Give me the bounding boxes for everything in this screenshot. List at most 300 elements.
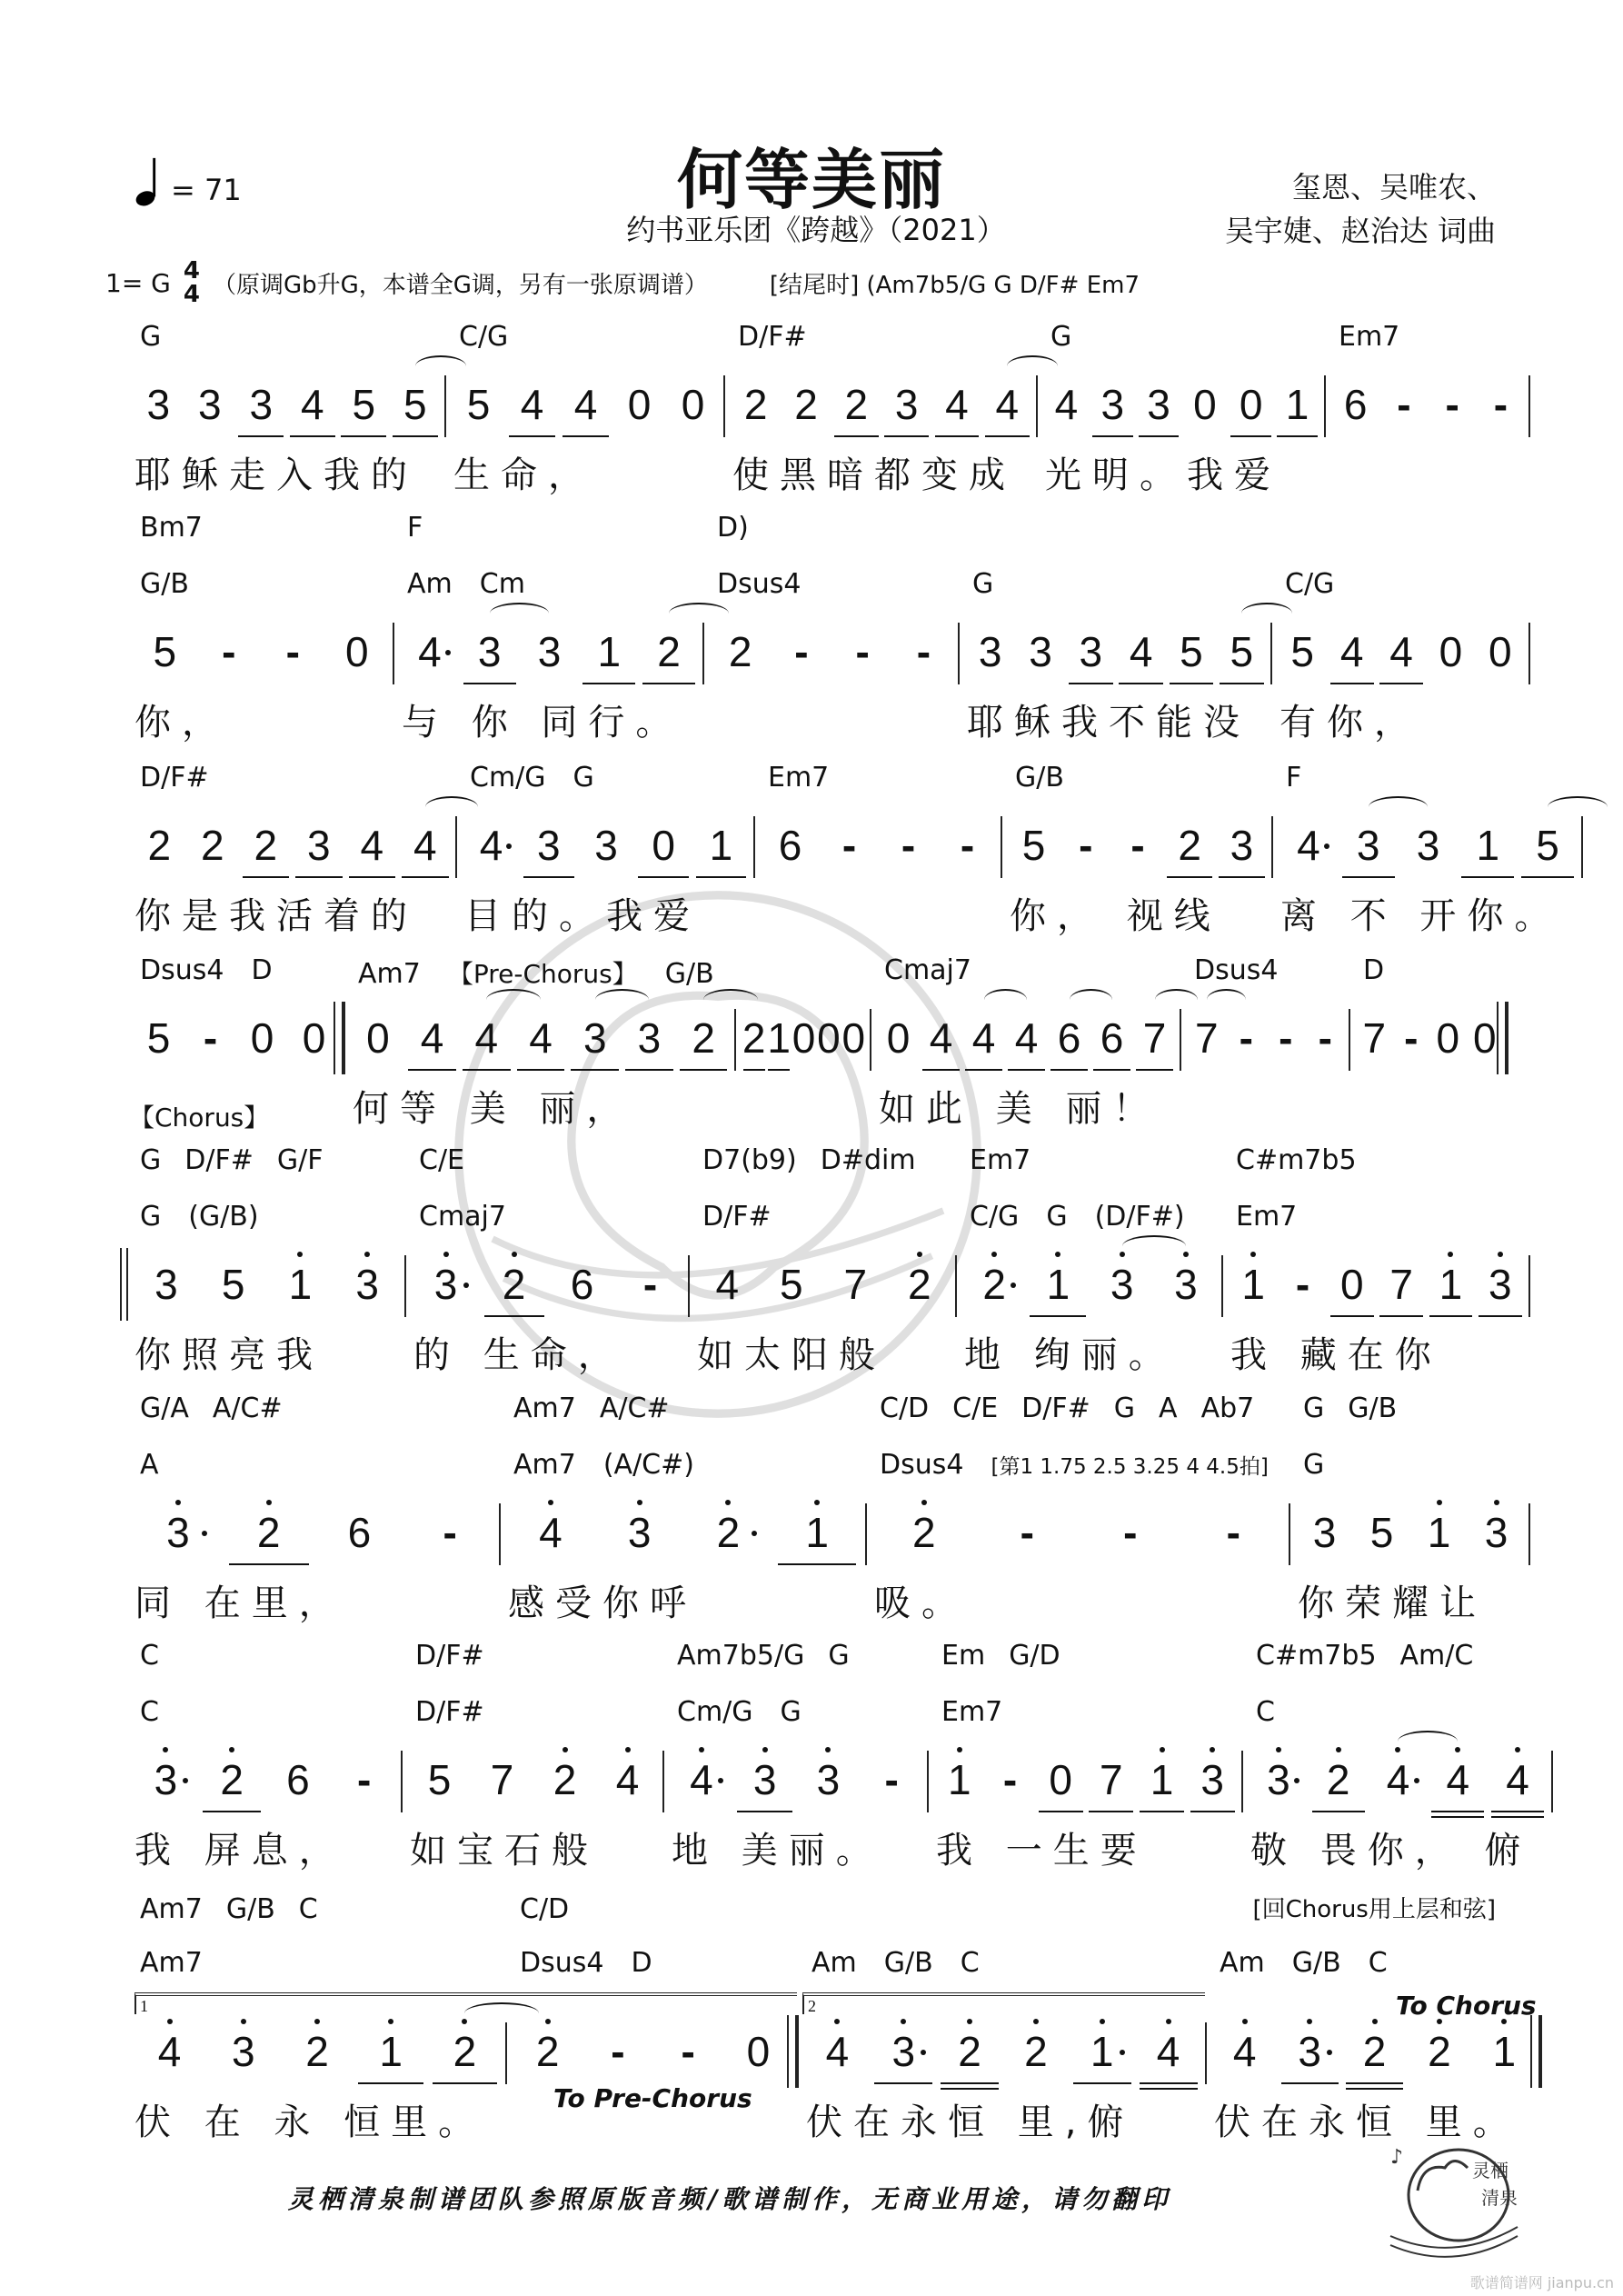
note-digit: 3 (1029, 628, 1052, 675)
lyric-text: 伏在永恒 里,俯 (806, 2101, 1135, 2143)
chord-row (1223, 1201, 1530, 1241)
note (1135, 2024, 1201, 2079)
note (1296, 1505, 1353, 1560)
note-digit: 4 (825, 2028, 850, 2075)
note (1015, 624, 1065, 679)
note-digit: 5 (1369, 1509, 1394, 1556)
double-barline (1530, 2015, 1542, 2088)
notes-row (1181, 1000, 1350, 1076)
chord-symbol: C (140, 1640, 159, 1672)
notes-row (1243, 1742, 1553, 1818)
chord-symbol: Cmaj7 (884, 954, 971, 986)
chord-symbol: Cm/G (677, 1696, 753, 1728)
eighth-underline (1521, 876, 1574, 878)
note (684, 1505, 773, 1560)
note-digit: - (203, 1014, 218, 1062)
note-digit: 5 (466, 381, 491, 428)
chord-symbol: Am (407, 568, 453, 600)
notes-row (1207, 2013, 1542, 2090)
high-octave-dot (563, 1747, 568, 1752)
measure (690, 1139, 957, 1384)
staff-system (127, 1387, 1508, 1632)
note-digit: 2 (1362, 2028, 1387, 2075)
chord-symbol: D (1363, 954, 1385, 986)
barline (1528, 375, 1530, 437)
chord-row (507, 1947, 799, 1987)
notes-row (871, 1000, 1181, 1076)
eighth-underline (1030, 1315, 1086, 1317)
note-digit: 3 (166, 1509, 190, 1556)
sustain-dash (582, 2024, 652, 2079)
lyric-text (736, 1080, 871, 1131)
chord-symbol: G/B (1015, 762, 1064, 794)
high-octave-dot (1336, 1747, 1341, 1752)
upper-chord-row (403, 1640, 664, 1680)
eighth-underline (229, 1563, 309, 1565)
lyric-text: 地 绚丽。 (964, 1334, 1176, 1376)
note (351, 1011, 405, 1065)
note-digit: 0 (886, 1014, 911, 1062)
high-octave-dot (957, 1747, 962, 1752)
note-digit: 1 (1439, 1261, 1463, 1308)
chord-row (1181, 954, 1350, 994)
note-digit: 4 (1232, 2028, 1257, 2075)
note-digit: 3 (816, 1756, 841, 1803)
note (761, 818, 820, 873)
note (265, 1752, 332, 1807)
upper-chord-row (1038, 265, 1326, 304)
note-digit: - (1002, 1756, 1018, 1803)
high-octave-dot (175, 1500, 181, 1505)
upper-chord-row (1223, 1144, 1530, 1184)
note (1278, 624, 1327, 679)
note-digit: 4 (1389, 628, 1413, 675)
composer-line: 吴宇婕、赵治达 词曲 (1224, 214, 1496, 248)
chord-symbol: D/F# (140, 762, 209, 794)
upper-chord-row (501, 1393, 867, 1433)
sustain-dash (976, 1505, 1080, 1560)
note (1429, 1011, 1467, 1065)
chord-symbol: D/F# (738, 321, 807, 353)
note-digit: 0 (627, 381, 652, 428)
note-digit: 1 (597, 628, 622, 675)
sixteenth-underline (1140, 2088, 1198, 2090)
lyric-text (1326, 446, 1530, 497)
upper-chord-row (127, 265, 446, 308)
chord-symbol: D (251, 954, 273, 986)
upper-chord-row (507, 1893, 799, 1933)
lyric-text: 离 不 开你。 (1280, 895, 1562, 937)
note-digit: 2 (1178, 822, 1201, 869)
note-digit: 5 (221, 1261, 245, 1308)
note (133, 1011, 184, 1065)
sustain-dash (184, 1011, 236, 1065)
note-digit: 1 (1285, 381, 1309, 428)
high-octave-dot (266, 1500, 272, 1505)
chord-symbol: G/F (276, 1144, 324, 1176)
note (480, 1257, 548, 1312)
chord-symbol: (A/C#) (602, 1449, 694, 1481)
chord-row (755, 762, 1002, 802)
augmentation-dot (1324, 844, 1329, 849)
eighth-underline (1139, 435, 1180, 437)
chord-symbol: C (298, 1893, 318, 1925)
tie-arc (1207, 989, 1247, 1011)
note (1356, 1011, 1393, 1065)
high-octave-dot (762, 1747, 768, 1752)
measure (1350, 893, 1508, 1138)
note (133, 2024, 206, 2079)
note-digit: 0 (681, 381, 705, 428)
high-octave-dot (1160, 1747, 1165, 1752)
note-digit: 4 (418, 628, 442, 675)
eighth-underline (484, 1315, 544, 1317)
note-digit: 0 (1239, 381, 1263, 428)
eighth-underline (1219, 876, 1264, 878)
chord-row (960, 568, 1272, 608)
chord-row (664, 1696, 929, 1736)
eighth-underline (1119, 683, 1163, 684)
chord-symbol: G/B (140, 568, 189, 600)
chord-symbol: Dsus4 (140, 954, 224, 986)
sustain-dash (1477, 377, 1525, 432)
chord-row (127, 1449, 501, 1489)
chord-symbol: Am7b5/G (677, 1640, 805, 1672)
note-digit: - (884, 1756, 899, 1803)
note (463, 818, 520, 873)
notes-row (1038, 366, 1326, 443)
augmentation-dot (202, 1531, 207, 1536)
note (710, 624, 771, 679)
note (186, 818, 240, 873)
high-octave-dot (699, 1747, 704, 1752)
eighth-underline (1050, 1069, 1088, 1071)
notes-row (664, 1742, 929, 1818)
svg-text:清泉: 清泉 (1481, 2187, 1518, 2209)
note (513, 1011, 568, 1065)
upper-chord-row (755, 705, 1002, 745)
lyric-text: 耶稣我不能没 (967, 702, 1250, 744)
note (1476, 1257, 1525, 1312)
eighth-underline (295, 876, 343, 878)
note (548, 1257, 616, 1312)
note-digit: 3 (197, 381, 222, 428)
note-digit: 4 (1506, 1756, 1529, 1803)
note (1458, 818, 1518, 873)
chord-symbol: D/F# (415, 1696, 484, 1728)
eighth-underline (1277, 435, 1318, 437)
eighth-underline (1429, 1315, 1473, 1317)
note-digit: 3 (894, 381, 919, 428)
high-octave-dot (1242, 2019, 1248, 2024)
note-digit: 0 (817, 1014, 841, 1062)
sustain-dash (653, 2024, 723, 2079)
chord-symbol: Em7 (1236, 1201, 1298, 1233)
note (1277, 2024, 1341, 2079)
notes-row (704, 614, 960, 690)
return-chord-note: [回Chorus用上层和弦] (1252, 1896, 1496, 1923)
double-barline (334, 1002, 345, 1074)
note (559, 377, 612, 432)
note (133, 1505, 224, 1560)
note (1426, 1257, 1475, 1312)
chord-row (929, 1696, 1243, 1736)
note-digit: 1 (1150, 1756, 1174, 1803)
note (695, 1257, 760, 1312)
upper-chord-row (1350, 898, 1508, 938)
chord-row (127, 568, 394, 608)
barline (1528, 1255, 1530, 1317)
sustain-dash (860, 1752, 923, 1807)
note (1426, 624, 1475, 679)
note-digit: - (1404, 1014, 1419, 1062)
measure (127, 1387, 501, 1632)
chord-row (403, 1696, 664, 1736)
eighth-underline (1346, 2082, 1403, 2084)
upper-chord-row (127, 1393, 501, 1433)
note (872, 1505, 976, 1560)
note-digit: 3 (637, 1014, 662, 1062)
tie-arc (1122, 1235, 1186, 1257)
eighth-underline (243, 876, 290, 878)
notes-row (127, 1246, 406, 1323)
notes-row (690, 1246, 957, 1323)
measure (501, 1387, 867, 1632)
chord-symbol: G (972, 568, 994, 600)
augmentation-dot (506, 844, 512, 849)
chord-symbol: Am (1220, 1947, 1265, 1979)
chord-row (501, 1449, 867, 1489)
chord-symbol: C/D (520, 1893, 570, 1925)
high-octave-dot (548, 1500, 553, 1505)
note (742, 1011, 766, 1065)
chord-symbol: G (573, 762, 594, 794)
note (533, 1752, 596, 1807)
notes-row (501, 1494, 867, 1571)
note (239, 818, 293, 873)
eighth-underline (582, 683, 635, 684)
note-digit: 3 (154, 1261, 178, 1308)
chord-symbol: G (1050, 321, 1072, 353)
augmentation-dot (752, 1531, 757, 1536)
chord-symbol: Am (812, 1947, 857, 1979)
note (1518, 818, 1578, 873)
note (1342, 2024, 1407, 2079)
eighth-underline (433, 2082, 497, 2084)
start-double-barline (120, 1248, 128, 1321)
lyric-text: 你是我活着的 (134, 895, 418, 937)
chord-row (957, 1201, 1223, 1241)
note (1327, 624, 1376, 679)
high-octave-dot (1372, 2019, 1378, 2024)
upper-chord-row (127, 705, 457, 745)
staff-system (127, 1634, 1532, 1880)
note-digit: - (1239, 1014, 1253, 1062)
note-digit: 4 (1014, 1014, 1039, 1062)
note-digit: 2 (958, 2028, 981, 2075)
note (1002, 2024, 1069, 2079)
barline (1528, 1503, 1530, 1565)
augmentation-dot (921, 2050, 926, 2055)
sustain-dash (197, 624, 262, 679)
high-octave-dot (512, 1252, 517, 1257)
chord-row (1290, 1449, 1530, 1489)
sustain-dash (820, 818, 879, 873)
chord-row (127, 1696, 403, 1736)
measure (127, 259, 446, 504)
chord-symbol: G (140, 1144, 162, 1176)
note-digit: 1 (767, 1014, 791, 1062)
eighth-underline (463, 1069, 511, 1071)
eighth-underline (1431, 1811, 1484, 1812)
note (1136, 377, 1182, 432)
note-digit: 6 (570, 1261, 594, 1308)
note-digit: - (1079, 822, 1093, 869)
note-digit: 5 (427, 1756, 452, 1803)
tie-arc (486, 989, 541, 1011)
note-digit: 5 (352, 381, 376, 428)
measure (1223, 1139, 1530, 1384)
eighth-underline (290, 435, 335, 437)
note (236, 1011, 288, 1065)
sustain-dash (1306, 1011, 1346, 1065)
note-digit: 6 (1343, 381, 1368, 428)
note-digit: - (1279, 1014, 1293, 1062)
note (325, 624, 390, 679)
tie-arc (1398, 1731, 1458, 1752)
song-title: 何等美丽 (676, 142, 946, 218)
note (520, 818, 577, 873)
lyric-text: 如此 美 丽！ (879, 1088, 1160, 1130)
note-digit: - (1318, 1014, 1332, 1062)
note-digit: - (855, 628, 870, 675)
high-octave-dot (1100, 2019, 1105, 2024)
chord-symbol: Em7 (768, 762, 830, 794)
sustain-dash (404, 1505, 495, 1560)
measure (127, 1634, 403, 1880)
note-digit: 5 (403, 381, 427, 428)
sustain-dash (331, 1752, 397, 1807)
note (1472, 2024, 1537, 2079)
measure (1181, 893, 1350, 1138)
measure (406, 1139, 690, 1384)
upper-chord-row (957, 1144, 1223, 1184)
lyric-text: 感受你呼 (508, 1582, 697, 1624)
chord-symbol: D7(b9) (702, 1144, 797, 1176)
lyric-text: 你， (134, 702, 229, 744)
volta-second-ending: 2 (802, 1992, 1205, 2014)
note-digit: 1 (1476, 822, 1500, 869)
note-digit: 5 (146, 1014, 171, 1062)
note-digit: 4 (520, 381, 544, 428)
note-digit: 7 (1100, 1756, 1123, 1803)
eighth-underline (523, 876, 574, 878)
note (766, 1011, 791, 1065)
note-digit: 4 (1129, 628, 1153, 675)
eighth-underline (463, 683, 516, 684)
eighth-underline (737, 1811, 792, 1812)
note (1279, 818, 1339, 873)
note-digit: 0 (1193, 381, 1217, 428)
eighth-underline (1220, 683, 1264, 684)
eighth-underline (696, 876, 747, 878)
chord-symbol: G (1113, 1393, 1136, 1424)
note-digit: 5 (1021, 822, 1046, 869)
note (1468, 1505, 1525, 1560)
high-octave-dot (1494, 1500, 1499, 1505)
measure (664, 1634, 929, 1880)
measure (1038, 259, 1326, 504)
note (505, 377, 559, 432)
note-digit: - (285, 628, 300, 675)
note-digit: 2 (1024, 2028, 1048, 2075)
chord-row (867, 1449, 1290, 1489)
eighth-underline (1330, 683, 1374, 684)
eighth-underline (935, 435, 980, 437)
notes-row (127, 807, 457, 883)
chord-row (1326, 321, 1530, 361)
lyric-text: 我 藏在你 (1230, 1334, 1442, 1376)
note-digit: 2 (657, 628, 681, 675)
sixteenth-underline (1431, 1816, 1484, 1818)
note-digit: 3 (1174, 1261, 1198, 1308)
notes-row (1350, 1000, 1508, 1076)
note-digit: 0 (344, 628, 369, 675)
note-digit: 2 (911, 1509, 936, 1556)
tie-arc (1070, 989, 1112, 1011)
note (841, 1011, 866, 1065)
sixteenth-underline (1491, 1816, 1544, 1818)
lyric-text: 有你， (1279, 702, 1421, 744)
eighth-underline (509, 435, 556, 437)
lyric-text: 光明。我爱 (1045, 454, 1281, 496)
notes-row (127, 1000, 345, 1076)
note-digit: 0 (1340, 1261, 1364, 1308)
note (982, 377, 1032, 432)
note-digit: 3 (1230, 822, 1254, 869)
chord-symbol: C/G (459, 321, 509, 353)
eighth-underline (642, 683, 695, 684)
chord-row (1273, 762, 1583, 802)
chord-row (1272, 568, 1530, 608)
tie-arc (490, 603, 550, 624)
chord-symbol: C/D (880, 1393, 930, 1424)
notes-row (1273, 807, 1583, 883)
chord-symbol: G (1046, 1201, 1068, 1233)
chord-symbol: (D/F#) (1094, 1201, 1185, 1233)
chord-symbol: D) (717, 512, 749, 544)
eighth-underline (941, 2082, 999, 2084)
note-digit: 4 (529, 1014, 553, 1062)
note (1133, 1011, 1176, 1065)
notes-row (755, 807, 1002, 883)
note-digit: 3 (249, 381, 274, 428)
note-digit: 0 (1489, 628, 1512, 675)
note (1086, 1752, 1137, 1807)
note-digit: 3 (627, 1509, 652, 1556)
chord-symbol: Am/C (1399, 1640, 1474, 1672)
augmentation-dot (1011, 1283, 1016, 1288)
lyric-text: 敬 畏你， 俯 (1250, 1830, 1532, 1872)
note (723, 2024, 793, 2079)
note-digit: 3 (306, 822, 331, 869)
note (731, 377, 781, 432)
note-digit: - (1493, 381, 1508, 428)
note-digit: 0 (652, 822, 675, 869)
note-digit: 6 (286, 1756, 310, 1803)
note-digit: 2 (256, 1509, 281, 1556)
lyric-text: 你荣耀让 (1298, 1582, 1487, 1624)
